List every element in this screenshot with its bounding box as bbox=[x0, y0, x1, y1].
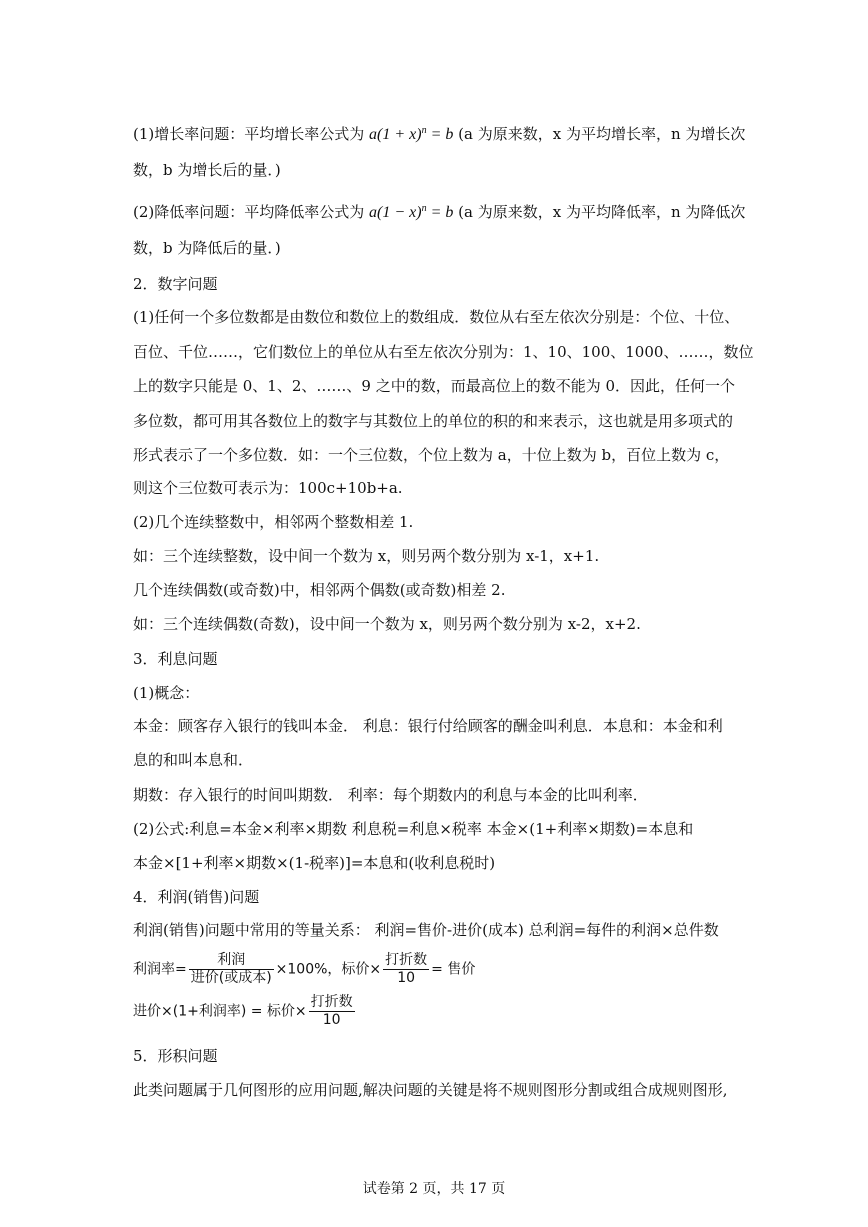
profit-rate-formula bbox=[133, 952, 475, 987]
growth-rate-text: (1)增长率问题：平均增长率公式为 bbox=[133, 125, 365, 143]
text-line: 多位数，都可用其各数位上的数字与其数位上的单位的积的和来表示，这也就是用多项式的 bbox=[133, 412, 734, 430]
formula2-left: 进价×(1+利润率) = 标价× bbox=[133, 1003, 307, 1020]
section-heading: 5．形积问题 bbox=[133, 1047, 218, 1065]
text-line: 本金×[1+利率×期数×(1-税率)]=本息和(收利息税时) bbox=[133, 854, 496, 872]
text-line: 数，b 为降低后的量．) bbox=[133, 239, 281, 257]
decline-rate-operator: − bbox=[394, 204, 406, 221]
decline-rate-line bbox=[133, 199, 745, 223]
growth-rate-desc: (a 为原来数，x 为平均增长率，n 为增长次 bbox=[458, 125, 746, 143]
text-line: (1)任何一个多位数都是由数位和数位上的数组成．数位从右至左依次分别是：个位、十位、 bbox=[133, 308, 740, 326]
text-line: 上的数字只能是 0、1、2、……、9 之中的数，而最高位上的数不能为 0．因此，任何一个 bbox=[133, 377, 736, 395]
text-line: (2)几个连续整数中，相邻两个整数相差 1. bbox=[133, 513, 414, 531]
formula1-right: = 售价 bbox=[431, 961, 476, 978]
text-line: 本金：顾客存入银行的钱叫本金． 利息：银行付给顾客的酬金叫利息．本息和：本金和利 bbox=[133, 717, 723, 735]
text-line: 则这个三位数可表示为：100c+10b+a. bbox=[133, 479, 403, 497]
text-line: 百位、千位……，它们数位上的单位从右至左依次分别为：1、10、100、1000、……，数位 bbox=[133, 343, 754, 361]
text-line: 息的和叫本息和． bbox=[133, 751, 254, 769]
growth-rate-line bbox=[133, 121, 745, 145]
profit-rate-fraction bbox=[189, 952, 274, 987]
formula1-mid: ×100%，标价× bbox=[275, 961, 382, 978]
text-line: 期数：存入银行的时间叫期数． 利率：每个期数内的利息与本金的比叫利率． bbox=[133, 786, 648, 804]
fraction-denominator: 10 bbox=[309, 1011, 355, 1029]
fraction-numerator: 打折数 bbox=[385, 952, 428, 968]
text-line: 形式表示了一个多位数．如：一个三位数，个位上数为 a，十位上数为 b，百位上数为 c， bbox=[133, 446, 730, 464]
discount-fraction bbox=[309, 994, 355, 1029]
fraction-denominator: 进价(或成本) bbox=[190, 970, 272, 986]
fraction-numerator: 打折数 bbox=[310, 994, 353, 1010]
text-line: 如：三个连续整数，设中间一个数为 x，则另两个数分别为 x-1，x+1. bbox=[133, 547, 600, 565]
growth-rate-formula: $a(1 + x)^n = b$ bbox=[369, 125, 454, 143]
text-line: 此类问题属于几何图形的应用问题,解决问题的关键是将不规则图形分割或组合成规则图形, bbox=[133, 1081, 728, 1099]
text-line: 数，b 为增长后的量．) bbox=[133, 161, 281, 179]
text-line: 利润(销售)问题中常用的等量关系： 利润=售价-进价(成本) 总利润=每件的利润×总件数 bbox=[133, 921, 719, 939]
decline-rate-text: (2)降低率问题：平均降低率公式为 bbox=[133, 203, 365, 221]
section-heading: 2．数字问题 bbox=[133, 275, 218, 293]
text-line: 几个连续偶数(或奇数)中，相邻两个偶数(或奇数)相差 2. bbox=[133, 581, 506, 599]
discount-fraction bbox=[383, 952, 429, 987]
decline-rate-desc: (a 为原来数，x 为平均降低率，n 为降低次 bbox=[458, 203, 746, 221]
section-heading: 3．利息问题 bbox=[133, 650, 218, 668]
page-footer: 试卷第 2 页，共 17 页 bbox=[362, 1181, 506, 1197]
fraction-numerator: 利润 bbox=[217, 952, 246, 968]
cost-price-formula bbox=[133, 994, 357, 1029]
fraction-denominator: 10 bbox=[383, 969, 429, 987]
text-line: (1)概念： bbox=[133, 684, 200, 702]
text-line: 如：三个连续偶数(奇数)，设中间一个数为 x，则另两个数分别为 x-2，x+2. bbox=[133, 615, 641, 633]
section-heading: 4．利润(销售)问题 bbox=[133, 888, 260, 906]
decline-rate-formula: $a(1 - x)^n = b$ bbox=[369, 203, 454, 221]
growth-rate-operator: + bbox=[394, 126, 406, 143]
text-line: (2)公式:利息=本金×利率×期数 利息税=利息×税率 本金×(1+利率×期数)=本息和 bbox=[133, 820, 694, 838]
formula1-left: 利润率= bbox=[133, 961, 187, 978]
